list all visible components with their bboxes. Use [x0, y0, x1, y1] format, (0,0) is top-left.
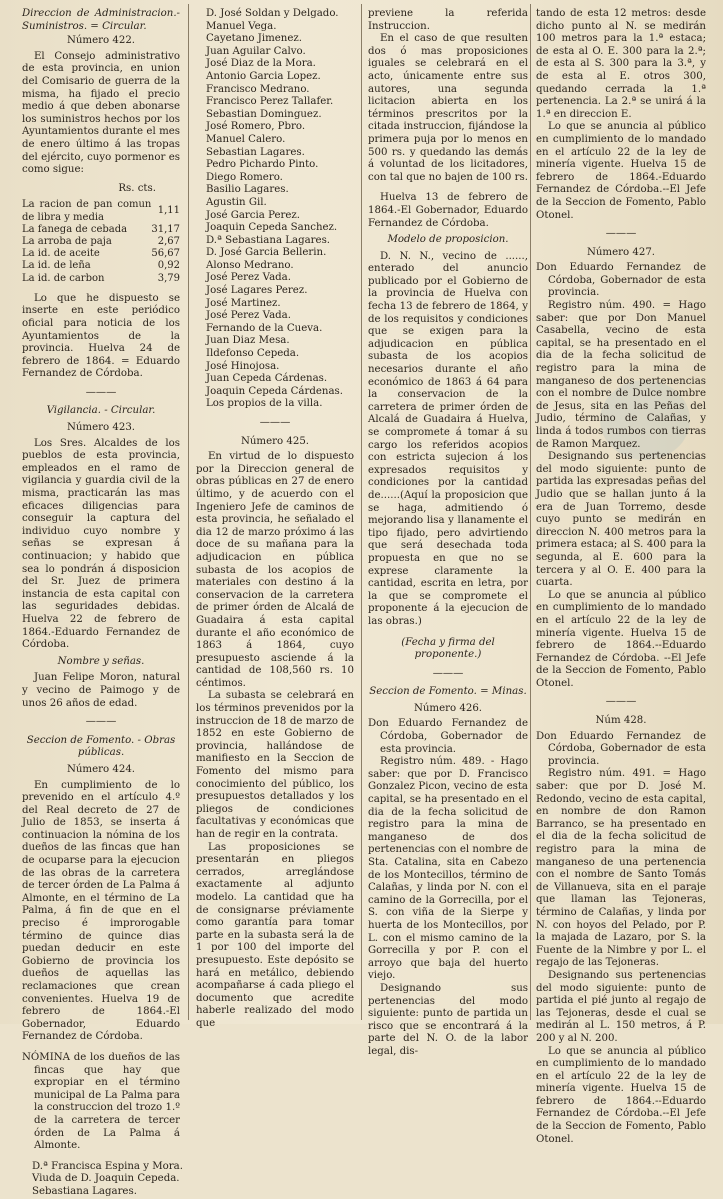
column-rule [361, 4, 362, 1020]
notice-number: Número 426. [413, 702, 483, 714]
list-item: Agustin Gil. [206, 196, 267, 208]
divider: ——— [605, 228, 637, 240]
notice-body: En el caso de que resulten dos ó mas proposiciones iguales se celebrará en el acto, únicamente entre sus autores, una segunda licitacion abierta en los términos prescritos por la citada instruccion, fijándose la primera puja por lo menos en 500 rs. y quedando las demás á voluntad de los licitadores, con tal que no bajen de 100 rs. [368, 33, 528, 183]
notice-signature: Huelva 13 de febrero de 1864.-El Gobernador, Eduardo Fernandez de Córdoba. [368, 192, 528, 229]
governor-line: Don Eduardo Fernandez de Córdoba, Gobernador de esta provincia. [536, 730, 706, 767]
list-item: D. José Soldan y Delgado. [206, 8, 339, 19]
list-item: José Garcia Perez. [206, 209, 301, 221]
list-item: D.ª Sebastiana Lagares. [206, 234, 331, 246]
divider: ——— [259, 417, 291, 428]
list-item: Francisco Medrano. [206, 83, 310, 95]
list-item: Sebastian Dominguez. [206, 108, 322, 120]
list-item: José Hinojosa. [206, 360, 280, 372]
model-signature: (Fecha y firma del proponente.) [401, 636, 495, 661]
list-item: D. José Garcia Bellerin. [206, 247, 327, 259]
price-value: 0,92 [157, 260, 180, 272]
notice-body: Designando sus pertenencias del modo siguiente: punto de partida el pié junto al regajo de las Tejoneras, desde el cual se medirán al L. 150 metros, á P. 200 y al N. 200. [536, 969, 706, 1044]
governor-line: Don Eduardo Fernandez de Córdoba, Gobernador de esta provincia. [536, 262, 706, 299]
column-2 [196, 8, 354, 1029]
price-table [22, 199, 180, 284]
list-item: Joaquin Cepeda Sanchez. [206, 222, 338, 234]
list-item: José Perez Vada. [206, 272, 291, 284]
list-item: Basilio Lagares. [206, 184, 289, 196]
divider: ——— [85, 386, 117, 398]
table-row [22, 260, 180, 272]
list-item: Juan Diaz Mesa. [206, 335, 290, 347]
price-value: 1,11 [157, 205, 180, 217]
section-heading: Direccion de Administracion.-Suministros. = Circular. [22, 8, 180, 32]
table-row [22, 199, 180, 223]
notice-body: Registro núm. 490. = Hago saber: que por Don Manuel Casabella, vecino de esta capital, se ha presentado en el dia de la fecha solicitud de registro para la mina de manganeso de dos pertenencias con el nombre de Dulce nombre de Jesus, sita en las Peñas del Judio, término de Calañas, y linda á todos rumbos con tierras de Ramon Marquez. [536, 300, 706, 450]
list-item: Cayetano Jimenez. [206, 33, 302, 45]
price-item: La id. de aceite [22, 248, 100, 260]
notice-number: Número 422. [66, 35, 136, 47]
model-body: D. N. N., vecino de ......, enterado del anuncio publicado por el Gobierno de la provincia de Huelva con fecha 13 de febrero de 1864, y de los requisitos y condiciones que se exigen para la adjudicacion en pública subasta de los acopios necesarios durante el año económico de 1863 á 64 para la conservacion de la carretera de primer órden de Alcalá de Guadaira á Huelva, se compromete á tomar á su cargo los referidos acopios con estricta sujecion á los expresados requisitos y condiciones por la cantidad de......(Aquí la proposicion que se haga, admitiendo ó mejorando lisa y llanamente el tipo fijado, pero advirtiendo que será desechada toda propuesta en que no se exprese claramente la cantidad, escrita en letra, por la que se compromete el proponente á la ejecucion de las obras.) [368, 250, 528, 627]
notice-body: En cumplimiento de lo prevenido en el artículo 4.º del Real decreto de 27 de Julio de 1853, se inserta á continuacion la nómina de los dueños de las fincas que han de ocuparse para la ejecucion de las obras de la carretera de tercer órden de La Palma á Almonte, en el término de La Palma, á fin de que en el preciso é improrogable término de quince dias puedan deducir en este Gobierno de provincia los dueños de aquellas las reclamaciones que crean convenientes. Huelva 19 de febrero de 1864.-El Gobernador, Eduardo Fernandez de Córdoba. [22, 779, 180, 1043]
notice-body: Designando sus pertenencias del modo siguiente: punto de partida las expresadas peñas del Judio que se hallan junto á la era de Juan Torremo, desde cuyo punto se medirán en direccion N. 400 metros para la primera estaca; al S. 400 para la segunda, al E. 600 para la tercera y al O. E. 400 para la cuarta. [536, 451, 706, 589]
notice-number: Núm 428. [595, 715, 647, 727]
price-value: 31,17 [151, 223, 180, 235]
list-item: Ildefonso Cepeda. [206, 348, 300, 360]
notice-body: Juan Felipe Moron, natural y vecino de Paimogo y de unos 26 años de edad. [22, 672, 180, 709]
list-item: José Lagares Perez. [206, 285, 308, 297]
notice-number: Número 425. [240, 435, 310, 447]
list-item: Antonio Garcia Lopez. [206, 70, 321, 82]
price-item: La racion de pan comun de libra y media [22, 199, 152, 223]
notice-number: Número 424. [66, 763, 136, 775]
notice-body: Lo que se anuncia al público en cumplimiento de lo mandado en el artículo 22 de la ley de minería vigente. Huelva 15 de febrero de 1864.-Eduardo Fernandez de Córdoba.--El Jefe de la Seccion de Fomento, Pablo Otonel. [536, 121, 706, 221]
notice-body: Lo que se anuncia al público en cumplimiento de lo mandado en el artículo 22 de la ley de minería vigente. Huelva 15 de febrero de 1864.--Eduardo Fernandez de Córdoba. --El Jefe de la Seccion de Fomento, Pablo Otonel. [536, 589, 706, 689]
nomina-heading: NÓMINA de los dueños de las fincas que hay que expropiar en el término municipal de La Palma para la construccion del trozo 1.º de la carretera de tercer órden de La Palma á Almonte. [22, 1051, 180, 1152]
list-item: Francisco Perez Tallafer. [206, 96, 334, 108]
table-row [22, 236, 180, 248]
column-4 [536, 8, 706, 1145]
list-item: D.ª Francisca Espina y Mora. [32, 1160, 183, 1172]
notice-body: La subasta se celebrará en los términos prevenidos por la instruccion de 18 de marzo de 1852 en este Gobierno de provincia, hallándose de manifiesto en la Seccion de Fomento del mismo para conocimiento del público, los presupuestos detallados y los pliegos de condiciones facultativas y económicas que han de regir en la contrata. [196, 690, 354, 840]
notice-closing: Lo que he dispuesto se inserte en este periódico oficial para noticia de los Ayuntamientos de la provincia. Huelva 24 de febrero de 1864. = Eduardo Fernandez de Córdoba. [22, 292, 180, 380]
notice-body: Designando sus pertenencias del modo siguiente: punto de partida un risco que se encontrará á la parte del N. O. de la labor legal, dis- [368, 982, 528, 1057]
price-value: 3,79 [157, 272, 180, 284]
list-item: José Martinez. [206, 297, 281, 309]
list-item: Sebastiana Lagares. [32, 1185, 137, 1197]
column-rule [188, 4, 189, 1020]
notice-number: Número 423. [66, 422, 136, 434]
list-item: Joaquin Cepeda Cárdenas. [206, 385, 344, 397]
column-3 [368, 8, 528, 1057]
notice-body: Los Sres. Alcaldes de los pueblos de esta provincia, empleados en el ramo de vigilancia y guardia civil de la misma, practicarán las mas eficaces diligencias para conseguir la captura del individuo cuyo nombre y señas se expresan á continuacion; y habido que sea lo pondrán á disposicion del Sr. Juez de primera instancia de esta capital con las seguridades debidas. Huelva 22 de febrero de 1864.-Eduardo Fernandez de Córdoba. [22, 437, 180, 651]
list-item: Juan Cepeda Cárdenas. [206, 373, 328, 385]
price-item: La id. de carbon [22, 272, 105, 284]
column-1 [22, 8, 183, 1197]
list-item: José Diaz de la Mora. [206, 58, 316, 70]
list-item: José Romero, Pbro. [206, 121, 306, 133]
price-value: 56,67 [151, 248, 180, 260]
notice-body: Registro núm. 491. = Hago saber: que por D. José M. Redondo, vecino de esta capital, en nombre de don Ramon Barranco, se ha presentado en el dia de la fecha solicitud de registro para la mina de manganeso de una pertenencia con el nombre de Santo Tomás de Villanueva, sita en el paraje que llaman las Tejoneras, término de Calañas, y linda por N. con hoyos del Pelado, por P. la majada de Lazaro, por S. la Fuente de la Nimbre y por L. el regajo de las Tejoneras. [536, 768, 706, 969]
notice-body: Registro núm. 489. - Hago saber: que por D. Francisco Gonzalez Picon, vecino de esta capital, se ha presentado en el dia de la fecha solicitud de registro para la mina de manganeso de dos pertenencias con el nombre de Sta. Catalina, sita en Cabezo de los Montecillos, término de Calañas, y linda por N. con el camino de la Gorrecilla, por el S. con viña de la Sierpe y huerta de los Montecillos, por L. con el mismo camino de la Gorrecilla y por P. con el arroyo que baja del huerto viejo. [368, 756, 528, 982]
notice-body: tando de esta 12 metros: desde dicho punto al N. se medirán 100 metros para la 1.ª estaca; de esta al O. E. 300 para la 2.ª; de esta al S. 300 para la 3.ª, y de esta al E. otros 300, quedando cerrada la 1.ª pertenencia. La 2.ª se unirá á la 1.ª en direccion E. [536, 8, 706, 120]
table-row [22, 248, 180, 260]
notice-body: En virtud de lo dispuesto por la Direccion general de obras públicas en 27 de enero último, y de acuerdo con el Ingeniero Jefe de caminos de esta provincia, he señalado el dia 12 de marzo próximo á las doce de su mañana para la adjudicacion en pública subasta de los acopios de materiales con destino á la conservacion de la carretera de primer órden de Alcalá de Guadaira á esta capital durante el año económico de 1863 á 1864, cuyo presupuesto asciende á la cantidad de 108,560 rs. 10 céntimos. [196, 451, 354, 689]
price-item: La arroba de paja [22, 235, 112, 247]
list-item: Diego Romero. [206, 171, 283, 183]
price-item: La id. de leña [22, 260, 91, 272]
list-item: Viuda de D. Joaquin Cepeda. [32, 1173, 180, 1185]
list-item: Manuel Calero. [206, 133, 286, 145]
section-heading: Nombre y señas. [57, 655, 145, 667]
governor-line: Don Eduardo Fernandez de Córdoba, Gobernador de esta provincia. [368, 718, 528, 755]
list-item: Fernando de la Cueva. [206, 322, 323, 334]
section-heading: Seccion de Fomento. - Obras públicas. [26, 734, 176, 759]
notice-body: previene la referida Instruccion. [368, 8, 528, 32]
notice-body: Lo que se anuncia al público en cumplimiento de lo mandado en el artículo 22 de la ley de minería vigente. Huelva 15 de febrero de 1864.--Eduardo Fernandez de Córdoba.--El Jefe de la Seccion de Fomento, Pablo Otonel. [536, 1045, 706, 1145]
price-item: La fanega de cebada [22, 223, 128, 235]
table-row [22, 273, 180, 285]
section-heading: Seccion de Fomento. = Minas. [369, 686, 527, 698]
divider: ——— [85, 716, 117, 728]
owner-list [196, 8, 354, 411]
list-item: Juan Aguilar Calvo. [206, 45, 306, 57]
column-rule [530, 4, 531, 1020]
divider: ——— [605, 696, 637, 708]
section-heading: Vigilancia. - Circular. [46, 405, 156, 417]
list-item: José Perez Vada. [206, 310, 291, 322]
notice-number: Número 427. [586, 246, 656, 258]
list-item: Los propios de la villa. [206, 398, 323, 410]
section-heading: Modelo de proposicion. [387, 234, 509, 246]
list-item: Sebastian Lagares. [206, 146, 305, 158]
divider: ——— [432, 667, 464, 679]
price-value: 2,67 [157, 235, 180, 247]
notice-body: Las proposiciones se presentarán en pliegos cerrados, arreglándose exactamente al adjunto modelo. La cantidad que ha de consignarse préviamente como garantía para tomar parte en la subasta será la de 1 por 100 del importe del presupuesto. Este depósito se hará en metálico, debiendo acompañarse á cada pliego el documento que acredite haberle realizado del modo que [196, 841, 354, 1029]
list-item: Manuel Vega. [206, 20, 277, 32]
notice-body: El Consejo administrativo de esta provincia, en union del Comisario de guerra de la misma, ha fijado el precio medio á que deben abonarse los suministros hechos por los Ayuntamientos durante el mes de enero último á las tropas del ejército, cuyo pormenor es como sigue: [22, 50, 180, 176]
table-row [22, 224, 180, 236]
list-item: Pedro Pichardo Pinto. [206, 159, 319, 171]
table-header: Rs. cts. [118, 182, 156, 194]
list-item: Alonso Medrano. [206, 259, 294, 271]
